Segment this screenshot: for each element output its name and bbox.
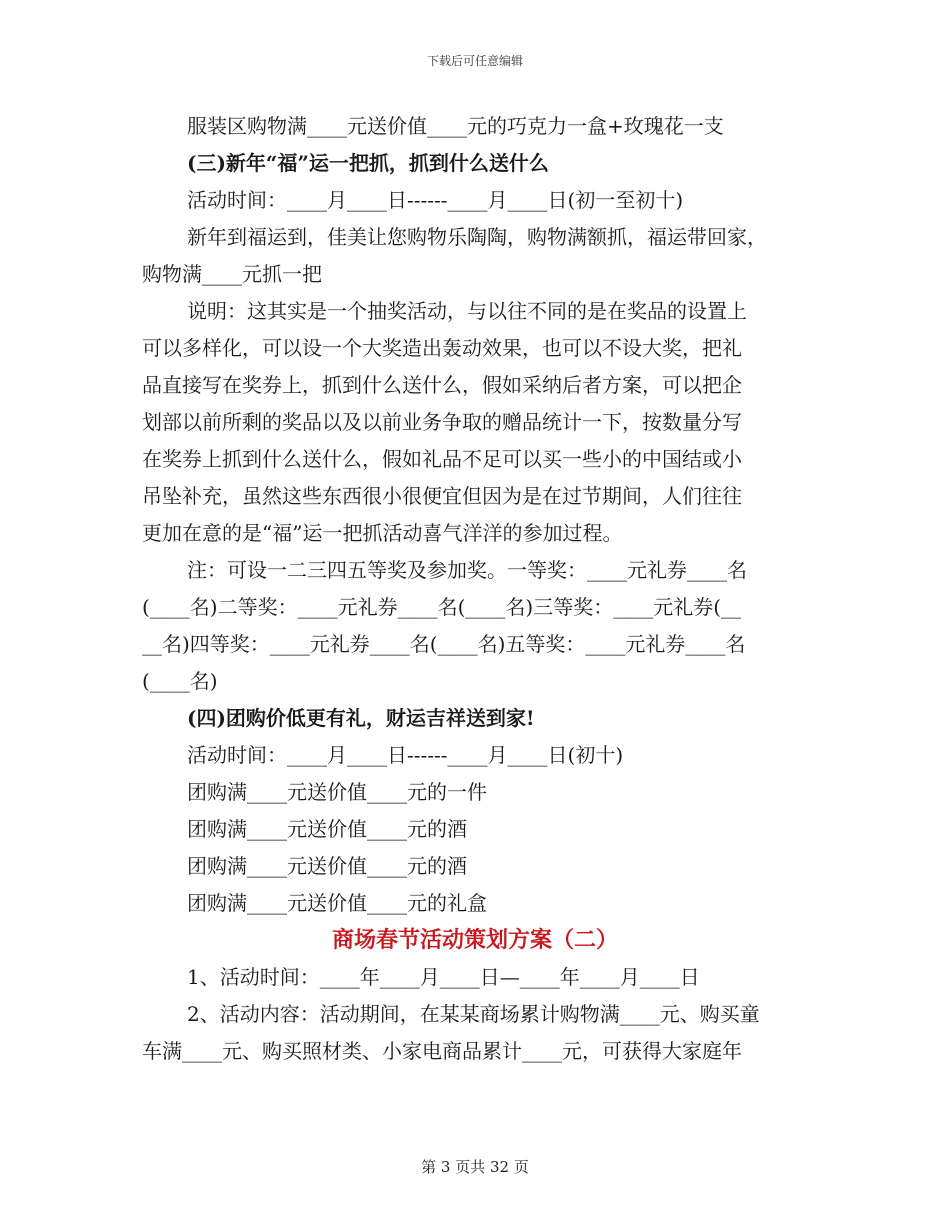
document-body	[142, 108, 808, 1070]
text-line: 团购满____元送价值____元的礼盒	[187, 891, 487, 915]
text-line: __名)四等奖：____元礼券____名(____名)五等奖：____元礼券____名	[142, 632, 746, 656]
text-line: 活动时间：____月____日------____月____日(初十)	[187, 743, 624, 767]
section-title: 商场春节活动策划方案（二）	[331, 927, 618, 953]
page-footer: 第 3 页共 32 页	[421, 1158, 529, 1176]
text-line: 1、活动时间：____年____月____日—____年____月____日	[187, 965, 700, 989]
text-line: 可以多样化，可以设一个大奖造出轰动效果，也可以不设大奖，把礼	[142, 336, 742, 360]
text-line: 2、活动内容：活动期间，在某某商场累计购物满____元、购买童	[187, 1002, 760, 1026]
text-line: 更加在意的是“福”运一把抓活动喜气洋洋的参加过程。	[142, 521, 623, 545]
text-line: 服装区购物满____元送价值____元的巧克力一盒+玫瑰花一支	[187, 114, 724, 138]
text-line: (三)新年“福”运一把抓，抓到什么送什么	[187, 151, 549, 175]
body-paragraphs-2	[142, 959, 808, 1070]
text-line: 在奖券上抓到什么送什么，假如礼品不足可以买一些小的中国结或小	[142, 447, 742, 471]
text-line: 新年到福运到，佳美让您购物乐陶陶，购物满额抓，福运带回家，	[187, 225, 767, 249]
text-line: 划部以前所剩的奖品以及以前业务争取的赠品统计一下，按数量分写	[142, 410, 742, 434]
text-line: 车满____元、购买照材类、小家电商品累计____元，可获得大家庭年	[142, 1039, 742, 1063]
text-line: 团购满____元送价值____元的一件	[187, 780, 487, 804]
text-line: 购物满____元抓一把	[142, 262, 322, 286]
text-line: 团购满____元送价值____元的酒	[187, 854, 467, 878]
text-line: (四)团购价低更有礼，财运吉祥送到家!	[187, 706, 535, 730]
text-line: (____名)	[142, 669, 218, 693]
text-line: 团购满____元送价值____元的酒	[187, 817, 467, 841]
text-line: 活动时间：____月____日------____月____日(初一至初十)	[187, 188, 684, 212]
page-header: 下载后可任意编辑	[426, 54, 523, 68]
text-line: 品直接写在奖券上，抓到什么送什么，假如采纳后者方案，可以把企	[142, 373, 742, 397]
text-line: 吊坠补充，虽然这些东西很小很便宜但因为是在过节期间，人们往往	[142, 484, 742, 508]
text-line: (____名)二等奖：____元礼券____名(____名)三等奖：____元礼券(__	[142, 595, 742, 619]
text-line: 说明：这其实是一个抽奖活动，与以往不同的是在奖品的设置上	[187, 299, 747, 323]
text-line: 注：可设一二三四五等奖及参加奖。一等奖：____元礼券____名	[187, 558, 747, 582]
body-paragraphs	[142, 108, 808, 922]
